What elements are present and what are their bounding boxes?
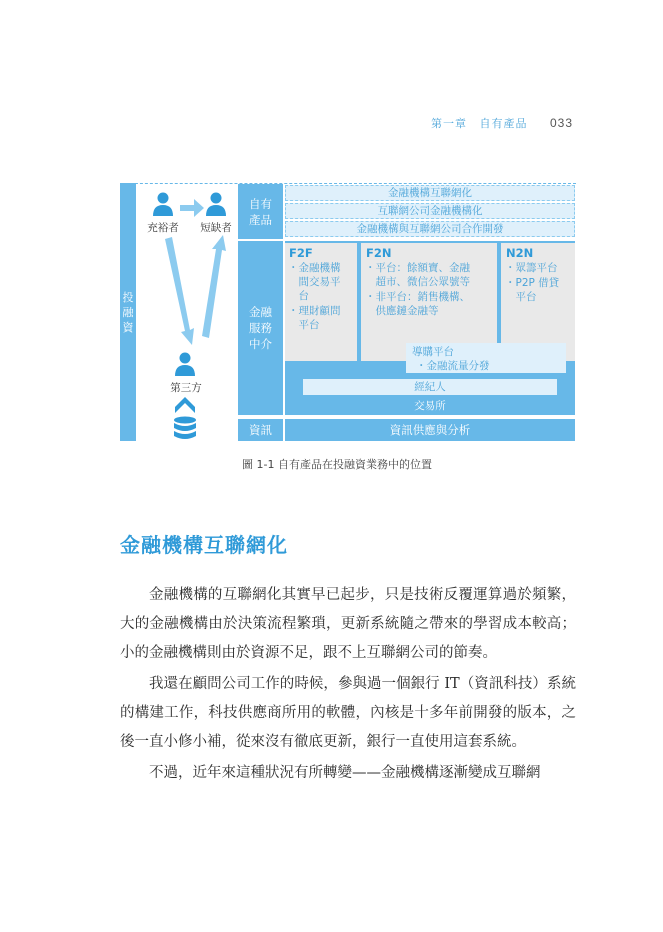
left-label-char: 資 xyxy=(122,320,134,334)
exchange-label: 交易所 xyxy=(414,400,446,412)
arrow-right-icon xyxy=(180,199,204,217)
f2n-item: ・非平台：銷售機構、 供應鏈金融等 xyxy=(365,291,470,317)
person-icon xyxy=(175,353,195,377)
arrow-up-diagonal-icon xyxy=(202,235,226,338)
f2n-title: F2N xyxy=(366,246,392,260)
info-service-bar: 資訊供應與分析 xyxy=(285,419,575,441)
body-paragraph: 金融機構的互聯網化其實早已起步，只是技術反覆運算過於頻繁，大的金融機構由於決策流程繁瑣，更新系統隨之帶來的學習成本較高；小的金融機構則由於資源不足，跟不上互聯網公司的節奏。 xyxy=(120,587,576,661)
own-product-row: 互聯網公司金融機構化 xyxy=(285,203,575,219)
broker-bar: 經紀人 xyxy=(303,379,557,395)
figure-caption: 圖 1-1 自有產品在投融資業務中的位置 xyxy=(242,458,432,471)
investment-financing-diagram xyxy=(120,183,576,443)
left-label-char: 融 xyxy=(122,305,134,319)
deficit-party-label: 短缺者 xyxy=(200,222,232,234)
page-number: 033 xyxy=(549,116,573,130)
third-party-label: 第三方 xyxy=(170,382,202,394)
chapter-title: 自有產品 xyxy=(479,117,528,130)
guide-platform-title: 導購平台 xyxy=(412,346,454,358)
n2n-item: ・眾籌平台 xyxy=(505,262,558,274)
f2f-item: ・理財顧問 平台 xyxy=(288,305,341,331)
f2f-item: ・金融機構 間交易平 台 xyxy=(288,262,341,302)
own-product-row: 金融機構互聯網化 xyxy=(285,185,575,201)
n2n-item: ・P2P 借貸 平台 xyxy=(505,277,560,303)
own-product-row: 金融機構與互聯網公司合作開發 xyxy=(285,221,575,237)
n2n-title: N2N xyxy=(506,246,534,260)
section-title: 金融機構互聯網化 xyxy=(120,533,288,557)
surplus-party-label: 充裕者 xyxy=(147,222,179,234)
investment-financing-bar xyxy=(120,183,136,441)
guide-platform-item: ・金融流量分發 xyxy=(416,360,490,372)
running-header xyxy=(431,115,573,131)
f2n-item: ・平台：餘額寶、金融 超市、微信公眾號等 xyxy=(365,262,470,288)
chapter-label: 第一章 xyxy=(430,117,467,130)
category-own-products: 自有 產品 xyxy=(238,184,283,239)
left-label-char: 投 xyxy=(122,290,134,304)
body-paragraph: 不過，近年來這種狀況有所轉變——金融機構逐漸變成互聯網 xyxy=(149,765,541,781)
parties-area xyxy=(136,183,236,441)
guide-platform-box xyxy=(406,343,566,373)
person-icon xyxy=(206,193,226,217)
category-intermediary: 金融 服務 中介 xyxy=(238,241,283,415)
category-information: 資訊 xyxy=(238,419,283,441)
body-paragraph: 我還在顧問公司工作的時候，參與過一個銀行 IT（資訊科技）系統的構建工作，科技供應商所用的軟體，內核是十多年前開發的版本，之後一直小修小補，從來沒有徹底更新，銀行一直使用這套系統。 xyxy=(120,676,576,750)
database-icon xyxy=(174,417,196,440)
arrow-down-diagonal-icon xyxy=(165,237,194,345)
f2f-box xyxy=(285,243,357,361)
chevron-up-icon xyxy=(175,397,195,413)
f2f-title: F2F xyxy=(289,246,313,260)
person-icon xyxy=(153,193,173,217)
